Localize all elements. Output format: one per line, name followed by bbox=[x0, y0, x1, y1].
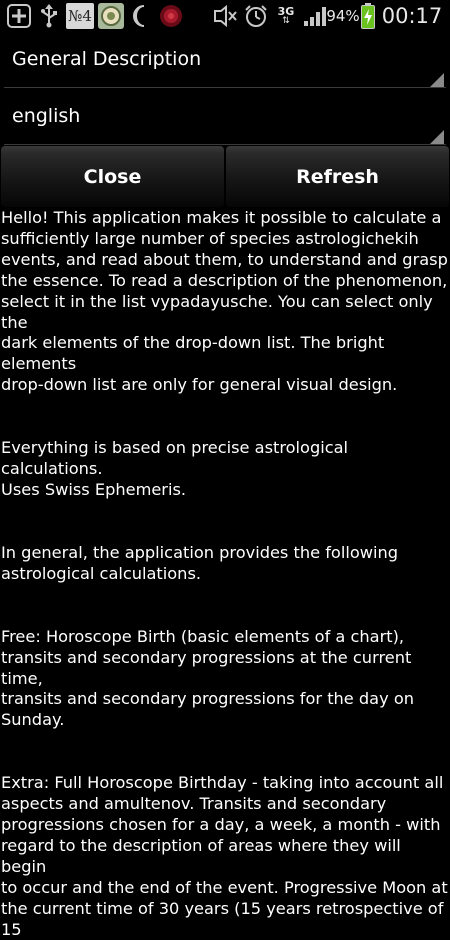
network-type-icon: 3G ⇅ bbox=[277, 5, 295, 26]
section-dropdown-underline bbox=[4, 87, 446, 88]
battery-charging-icon bbox=[360, 3, 376, 29]
close-button-label: Close bbox=[83, 165, 142, 188]
add-notification-icon bbox=[6, 3, 32, 29]
battery-percent: 94% bbox=[326, 7, 360, 25]
calendar-badge-icon: №4 bbox=[66, 3, 94, 29]
flower-app-icon bbox=[158, 3, 184, 29]
description-paragraph: Everything is based on precise astrological calculations. Uses Swiss Ephemeris. bbox=[1, 438, 349, 499]
dropdown-corner-icon bbox=[430, 73, 444, 87]
signal-strength-icon bbox=[302, 3, 328, 29]
description-text-area[interactable] bbox=[0, 208, 450, 939]
language-dropdown-value: english bbox=[12, 105, 81, 127]
usb-icon bbox=[38, 3, 60, 29]
language-dropdown-underline bbox=[4, 144, 446, 145]
description-paragraph: In general, the application provides the following astrological calculations. bbox=[1, 542, 398, 583]
clock-time: 00:17 bbox=[381, 4, 443, 28]
moon-icon bbox=[128, 3, 154, 29]
refresh-button-label: Refresh bbox=[296, 165, 379, 188]
description-paragraph: Extra: Full Horoscope Birthday - taking into account all aspects and amultenov. Transits and secondary progressions chosen for a day, a week, a month - with regard to the description of areas where they will begin to occur and the end of the event. Progressive Moon at the current time of 30 years (15 years retrospective of 15 bbox=[1, 773, 448, 939]
close-button[interactable] bbox=[1, 146, 224, 207]
section-dropdown[interactable] bbox=[0, 34, 450, 90]
dropdown-corner-icon bbox=[430, 130, 444, 144]
description-paragraph: Free: Horoscope Birth (basic elements of a chart), transits and secondary progressions at the current time, transits and secondary progressions for the day on Sunday. bbox=[1, 626, 414, 730]
description-paragraph: Hello! This application makes it possible to calculate a sufficiently large number of species astrologichekih events, and read about them, to understand and grasp the essence. To read a description of the phenomenon, select it in the list vypadayusche. You can select only the dark elements of the drop-down list. The bright elements drop-down list are only for general visual design. bbox=[1, 208, 448, 395]
app-thumbnail-icon bbox=[98, 3, 124, 29]
mute-icon bbox=[212, 3, 238, 29]
status-bar bbox=[0, 0, 450, 33]
alarm-icon bbox=[243, 3, 269, 29]
language-dropdown[interactable] bbox=[0, 91, 450, 147]
refresh-button[interactable] bbox=[226, 146, 449, 207]
section-dropdown-value: General Description bbox=[12, 48, 202, 70]
